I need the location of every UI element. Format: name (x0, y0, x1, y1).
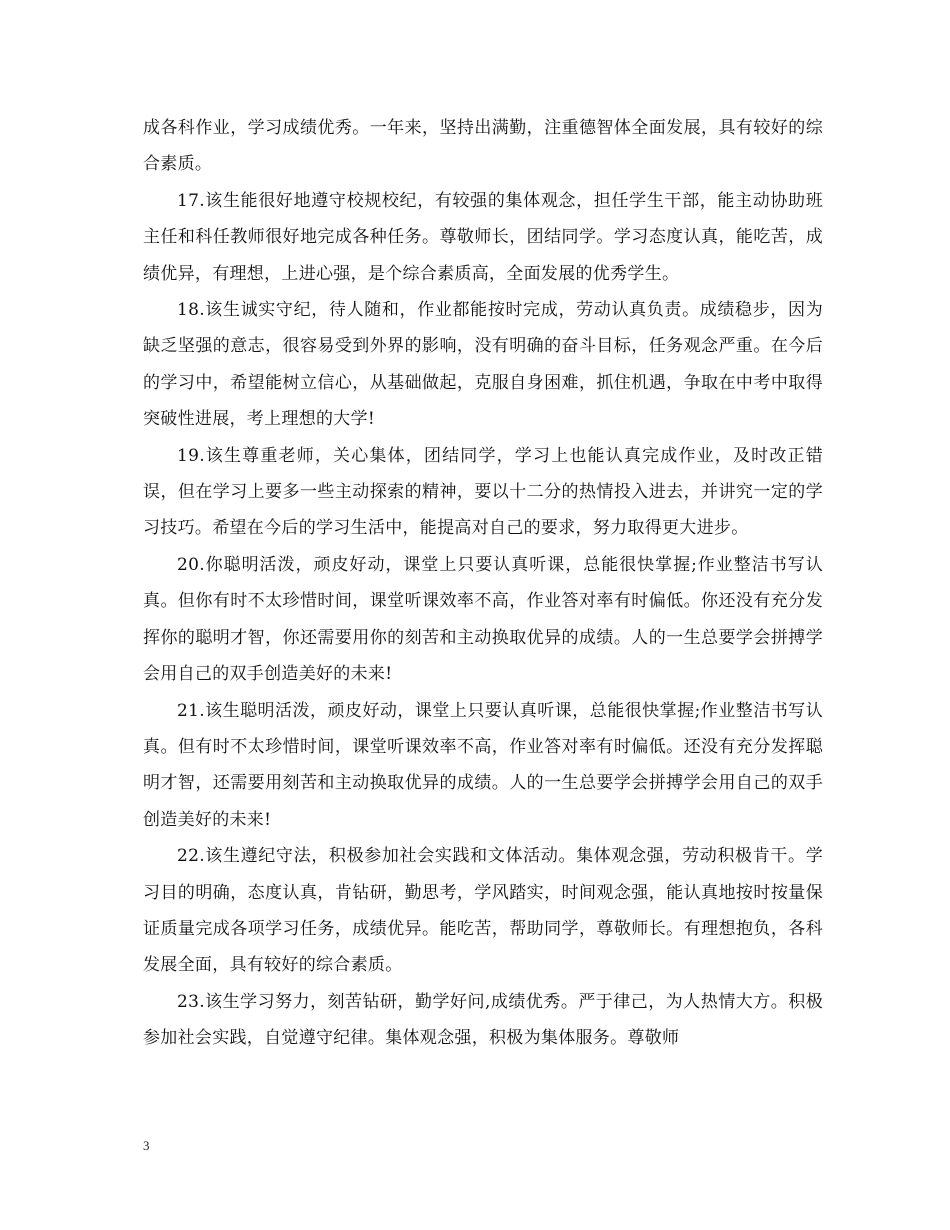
paragraph-item-18: 18.该生诚实守纪，待人随和，作业都能按时完成，劳动认真负责。成绩稳步，因为缺乏坚强的意志，很容易受到外界的影响，没有明确的奋斗目标，任务观念严重。在今后的学习中，希望能树立信心，从基础做起，克服自身困难，抓住机遇，争取在中考中取得突破性进展，考上理想的大学! (143, 300, 823, 430)
paragraph-item-23: 23.该生学习努力，刻苦钻研，勤学好问,成绩优秀。严于律己，为人热情大方。积极参加社会实践，自觉遵守纪律。集体观念强，积极为集体服务。尊敬师 (143, 991, 823, 1049)
page-number: 3 (143, 1138, 150, 1153)
paragraph-item-22: 22.该生遵纪守法，积极参加社会实践和文体活动。集体观念强，劳动积极肯干。学习目的明确，态度认真，肯钻研，勤思考，学风踏实，时间观念强，能认真地按时按量保证质量完成各项学习任务，成绩优异。能吃苦，帮助同学，尊敬师长。有理想抱负，各科发展全面，具有较好的综合素质。 (143, 846, 823, 976)
paragraph-item-21: 21.该生聪明活泼，顽皮好动，课堂上只要认真听课，总能很快掌握;作业整洁书写认真。但有时不太珍惜时间，课堂听课效率不高，作业答对率有时偏低。还没有充分发挥聪明才智，还需要用刻苦和主动换取优异的成绩。人的一生总要学会拼搏学会用自己的双手创造美好的未来! (143, 700, 823, 830)
paragraph-item-19: 19.该生尊重老师，关心集体，团结同学，学习上也能认真完成作业，及时改正错误，但在学习上要多一些主动探索的精神，要以十二分的热情投入进去，并讲究一定的学习技巧。希望在今后的学习生活中，能提高对自己的要求，努力取得更大进步。 (143, 445, 823, 539)
paragraph-item-20: 20.你聪明活泼，顽皮好动，课堂上只要认真听课，总能很快掌握;作业整洁书写认真。但你有时不太珍惜时间，课堂听课效率不高，作业答对率有时偏低。你还没有充分发挥你的聪明才智，你还需要用你的刻苦和主动换取优异的成绩。人的一生总要学会拼搏学会用自己的双手创造美好的未来! (143, 554, 823, 685)
paragraph-item-17: 17.该生能很好地遵守校规校纪，有较强的集体观念，担任学生干部，能主动协助班主任和科任教师很好地完成各种任务。尊敬师长，团结同学。学习态度认真，能吃苦，成绩优异，有理想，上进心强，是个综合素质高，全面发展的优秀学生。 (143, 190, 823, 284)
body-text (143, 110, 823, 1057)
paragraph-continuation: 成各科作业，学习成绩优秀。一年来，坚持出满勤，注重德智体全面发展，具有较好的综合素质。 (143, 118, 823, 175)
